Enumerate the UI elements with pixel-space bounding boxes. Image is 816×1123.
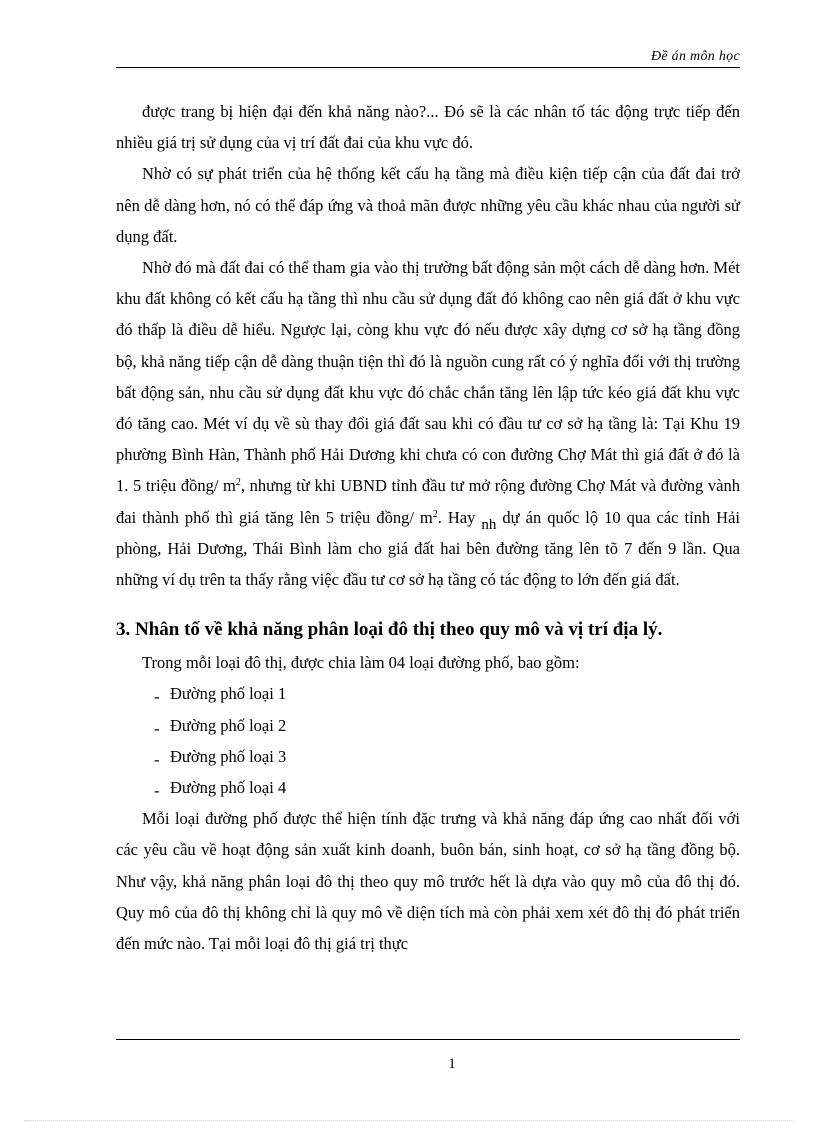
- list-marker: -: [154, 687, 160, 707]
- header-rule: [116, 67, 740, 68]
- superscript-2: 2: [432, 508, 438, 520]
- paragraph-street-classification: Mỗi loại đường phố được thể hiện tính đặc trưng và khả năng đáp ứng cao nhất đối với các yêu cầu về hoạt động sản xuất kinh doanh, buôn bán, sinh hoạt, cơ sở hạ tầng đồng bộ. Như vậy, khả năng phân loại đô thị theo quy mô trước hết là dựa vào quy mô của đô thị đó. Quy mô của đô thị không chỉ là quy mô về diện tích mà còn phải xem xét đô thị đó phát triển đến mức nào. Tại mỗi loại đô thị giá trị thực: [116, 809, 740, 954]
- paragraph-text-c: . Hay: [437, 507, 476, 527]
- running-header-title: Đề án môn học: [650, 49, 740, 64]
- street-type-list: [116, 678, 740, 803]
- paragraph-text-a: Nhờ đó mà đất đai có thể tham gia vào thị trường bất động sản một cách dễ dàng hơn. Mét khu đất không có kết cấu hạ tầng thì nhu cầu sử dụng đất đó không cao nên giá đất ở khu vực đó thấp là điều dễ hiểu. Ngược lại, còng khu vực đó nếu được xây dựng cơ sở hạ tầng đồng bộ, khả năng tiếp cận dễ dàng thuận tiện thì đó là nguồn cung rất có ý nghĩa đối với thị trường bất động sản, nhu cầu sử dụng đất khu vực đó chắc chắn tăng lên lập tức kéo giá đất khu vực đó tăng cao. Mét ví dụ về sù thay đổi giá đất sau khi có đầu tư cơ sở hạ tầng là: Tại Khu 19 phường Bình Hàn, Thành phố Hải Dương khi chưa có con đường Chợ Mát thì giá đất ở đó là 1. 5 triệu đồng/ m: [116, 258, 740, 496]
- paragraph-text-d: dự án quốc lộ 10 qua các tỉnh Hải phòng, Hải Dương, Thái Bình làm cho giá đất hai bên đường tăng lên tõ 7 đến 9 lần. Qua những ví dụ trên ta thấy rằng việc đầu tư cơ sở hạ tầng có tác động to lớn đến giá đất.: [116, 507, 740, 590]
- page-body: [116, 96, 740, 959]
- list-intro: Trong mỗi loại đô thị, được chia làm 04 loại đường phố, bao gồm:: [142, 653, 580, 673]
- footer-rule: [116, 1039, 740, 1040]
- list-item: - Đường phố loại 2: [154, 710, 740, 741]
- list-item: - Đường phố loại 4: [154, 772, 740, 803]
- list-item: - Đường phố loại 1: [154, 678, 740, 709]
- page-number: 1: [448, 1056, 456, 1072]
- list-item: - Đường phố loại 3: [154, 741, 740, 772]
- page-edge-divider: [24, 1120, 794, 1121]
- paragraph-infrastructure-access: Nhờ có sự phát triển của hệ thống kết cấu hạ tầng mà điều kiện tiếp cận của đất đai trở nên dễ dàng hơn, nó có thể đáp ứng và thoả mãn được những yêu cầu khác nhau của người sử dụng đất.: [116, 164, 740, 246]
- paragraph-text-b: , nhưng từ khi UBND tỉnh đầu tư mở rộng đường Chợ Mát và đường vành đai thành phố thì giá tăng lên 5 triệu đồng/ m: [116, 476, 740, 527]
- superscript-2: 2: [235, 477, 241, 489]
- stray-fragment: nh: [481, 516, 497, 533]
- list-marker: -: [154, 781, 160, 801]
- list-marker: -: [154, 718, 160, 738]
- section-heading: 3. Nhân tố về khả năng phân loại đô thị theo quy mô và vị trí địa lý.: [116, 619, 663, 641]
- paragraph-continuation: được trang bị hiện đại đến khả năng nào?... Đó sẽ là các nhân tố tác động trực tiếp đến nhiều giá trị sử dụng của vị trí đất đai của khu vực đó.: [116, 102, 740, 153]
- paragraph-market-example: [116, 252, 740, 595]
- list-marker: -: [154, 749, 160, 769]
